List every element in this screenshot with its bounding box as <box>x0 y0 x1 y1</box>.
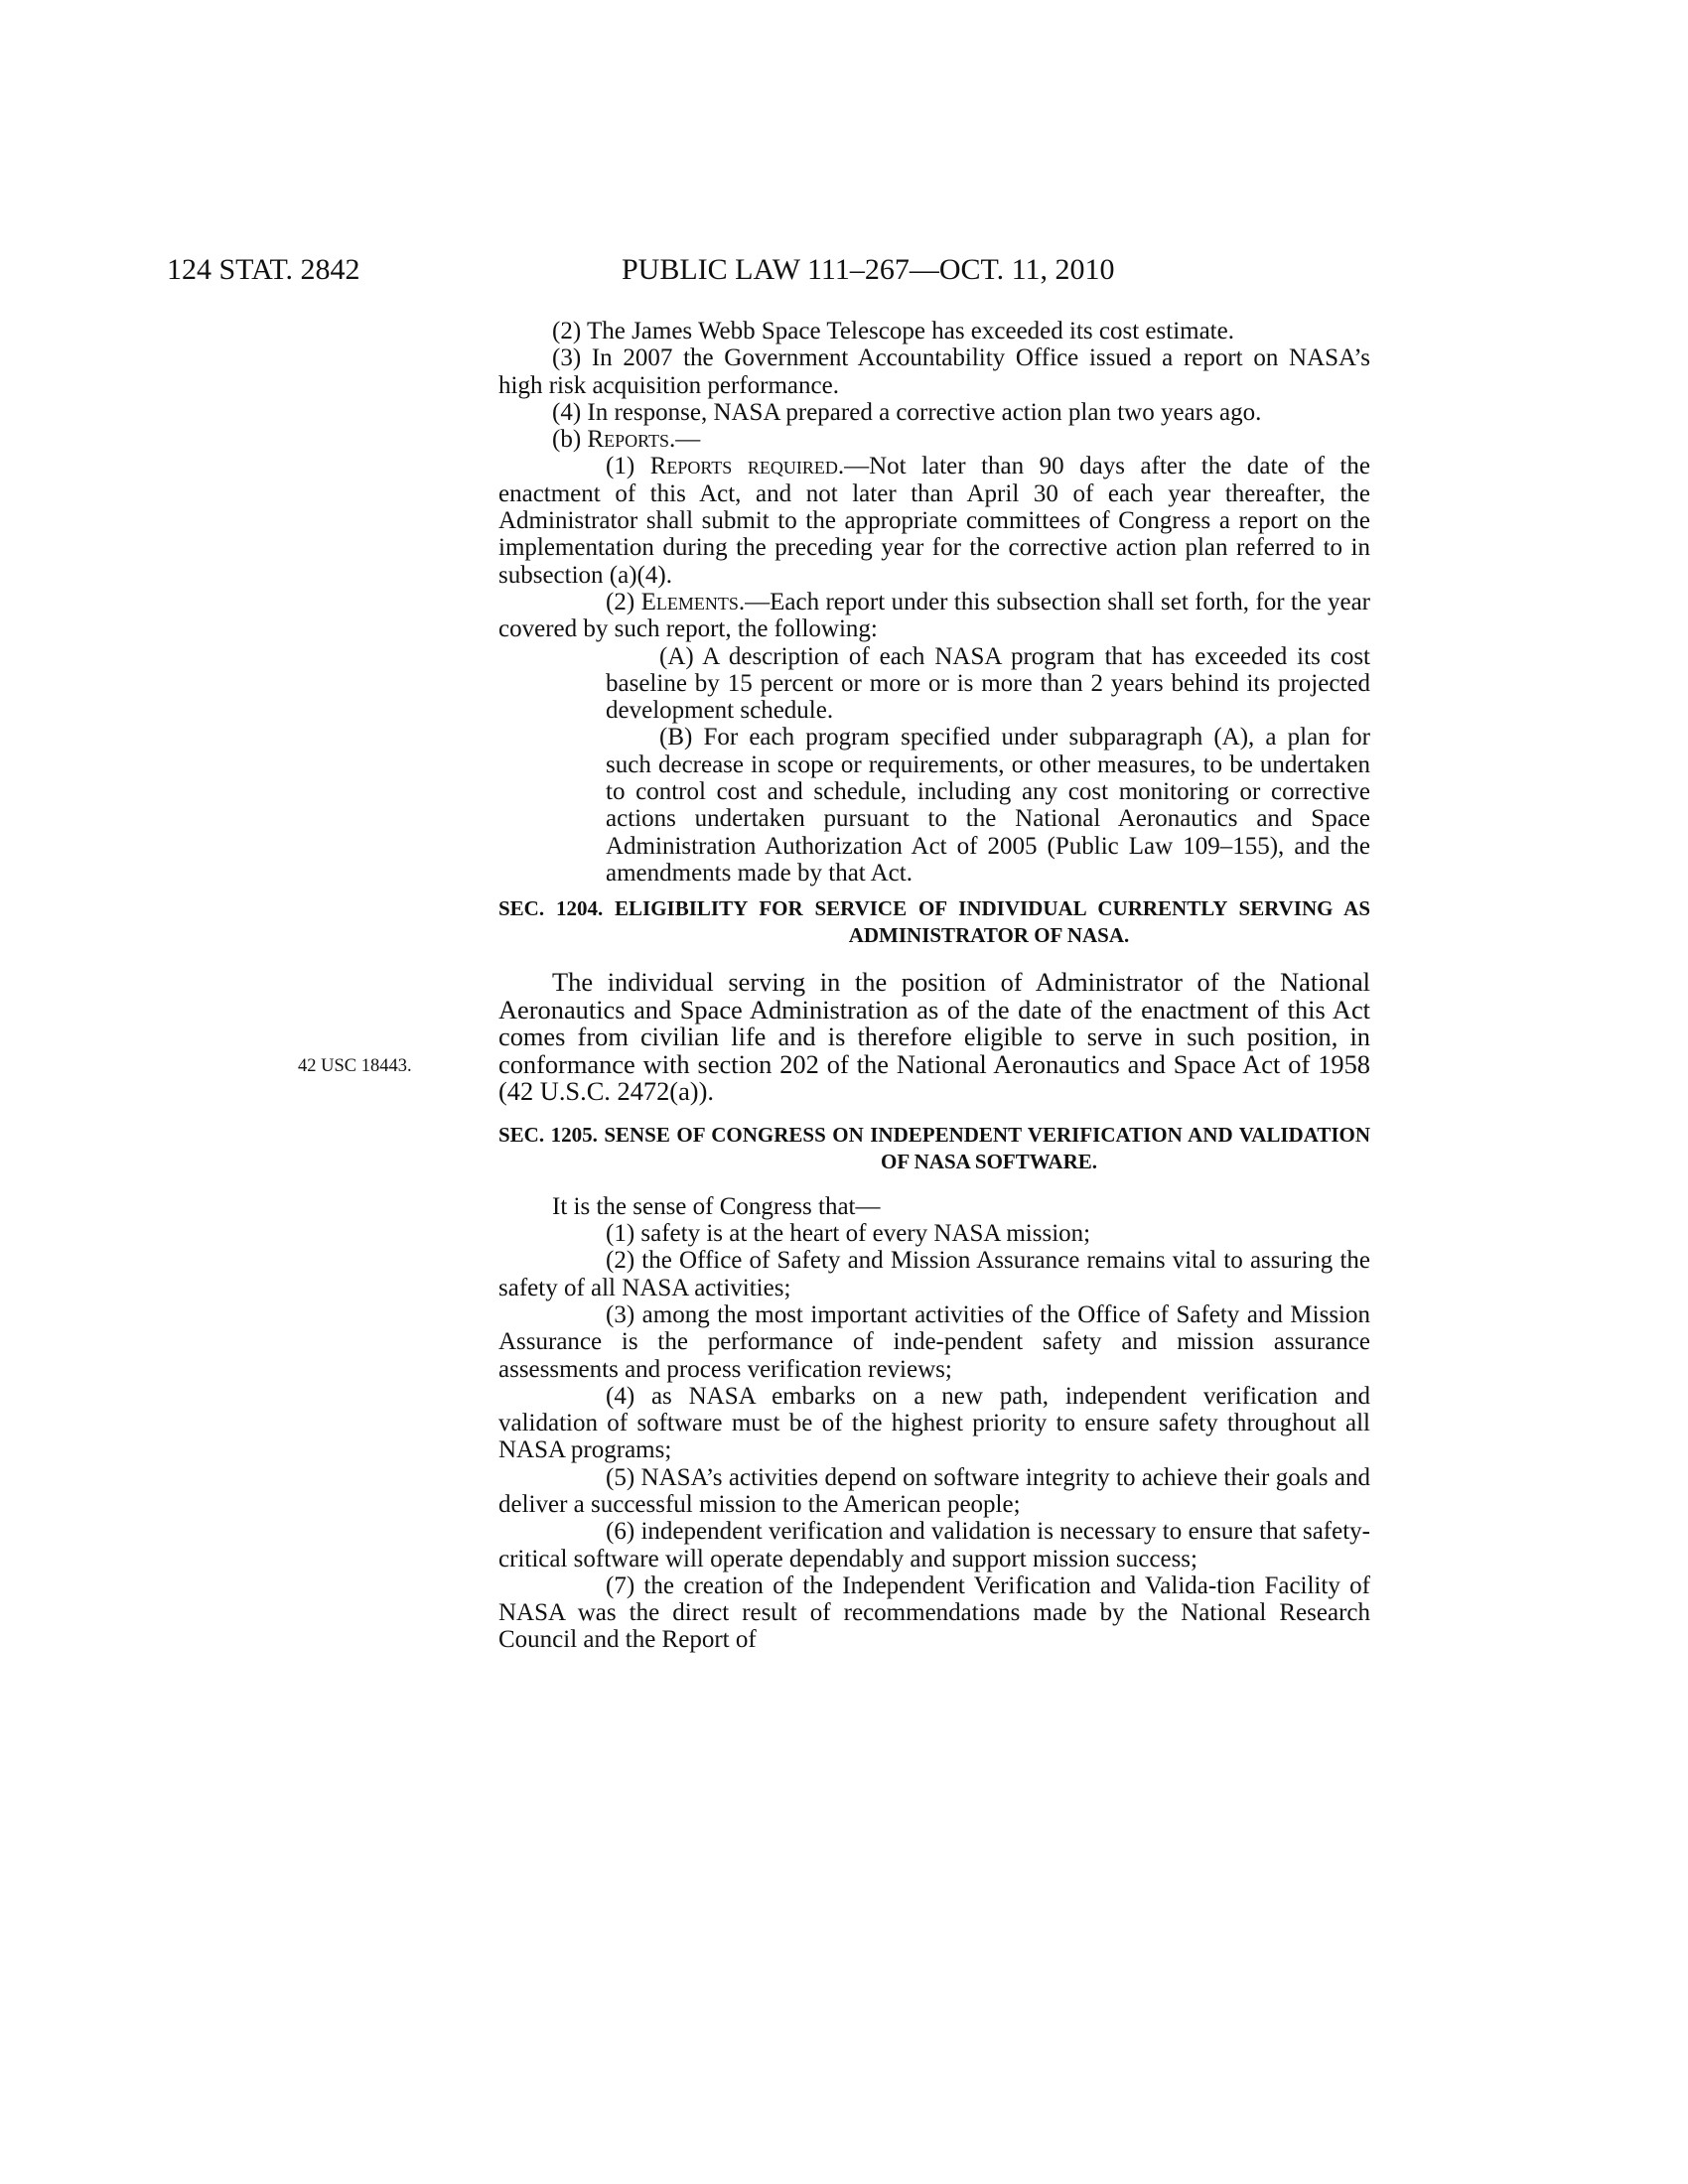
sense-item: (6) independent verification and validation is necessary to ensure that safety-critical software will operate dependably and support mission success; <box>498 1518 1370 1572</box>
finding-item-3: (3) In 2007 the Government Accountability Office issued a report on NASA’s high risk acquisition performance. <box>498 344 1370 399</box>
reports-required-text: .—Not later than 90 days after the date of the enactment of this Act, and not later than April 30 of each year thereafter, the Administrator shall submit to the appropriate committees of Congress a report on the implementation during the preceding year for the corrective action plan referred to in subsection (a)(4). <box>498 453 1371 589</box>
running-head <box>0 250 1688 290</box>
sec-1205-intro: It is the sense of Congress that— <box>552 1192 881 1220</box>
sec-1204-text: The individual serving in the position of Administrator of the National Aeronautics and Space Administration as of the date of the enactment of this Act comes from civilian life and is therefore eligible to serve in such position, in conformance with section 202 of the National Aeronautics and Space Act of 1958 (42 U.S.C. 2472(a)). <box>498 967 1370 1107</box>
reports-required-heading: Reports required <box>649 453 838 480</box>
reports-subsection-heading <box>498 426 1370 453</box>
subparagraph-b: (B) For each program specified under subparagraph (A), a plan for such decrease in scope or requirements, or other measures, to be undertaken to control cost and schedule, including any cost monitoring or corrective actions undertaken pursuant to the National Aeronautics and Space Administration Authorization Act of 2005 (Public Law 109–155), and the amendments made by that Act. <box>606 724 1370 887</box>
sense-item: (5) NASA’s activities depend on software integrity to achieve their goals and deliver a successful mission to the American people; <box>498 1463 1370 1518</box>
elements-heading: Elements <box>640 588 739 615</box>
elements-text: .—Each report under this subsection shall set forth, for the year covered by such report, the following: <box>498 588 1370 643</box>
sense-item: (2) the Office of Safety and Mission Assurance remains vital to assuring the safety of all NASA activities; <box>498 1247 1370 1301</box>
elements-prefix: (2) <box>606 588 635 615</box>
sec-1205-heading: SEC. 1205. SENSE OF CONGRESS ON INDEPENDENT VERIFICATION AND VALIDATION OF NASA SOFTWARE. <box>498 1122 1370 1173</box>
reports-dash: .— <box>669 426 701 454</box>
page-body <box>498 318 1370 1654</box>
sense-item: (4) as NASA embarks on a new path, independent verification and validation of software must be of the highest priority to ensure safety throughout all NASA programs; <box>498 1382 1370 1464</box>
subparagraph-a: (A) A description of each NASA program that has exceeded its cost baseline by 15 percent or more or is more than 2 years behind its projected development schedule. <box>606 642 1370 725</box>
sec-1204-heading: SEC. 1204. ELIGIBILITY FOR SERVICE OF INDIVIDUAL CURRENTLY SERVING AS ADMINISTRATOR OF NASA. <box>498 896 1370 948</box>
reports-heading: Reports <box>587 426 670 454</box>
margin-citation: 42 USC 18443. <box>298 1056 412 1076</box>
law-title: PUBLIC LAW 111–267—OCT. 11, 2010 <box>622 253 1115 286</box>
page-reference: 124 STAT. 2842 <box>167 253 360 286</box>
elements-paragraph <box>498 589 1370 643</box>
reports-prefix: (b) <box>552 426 582 454</box>
reports-required-prefix: (1) <box>606 453 635 480</box>
finding-item-4: (4) In response, NASA prepared a corrective action plan two years ago. <box>552 398 1262 426</box>
finding-item-2: (2) The James Webb Space Telescope has exceeded its cost estimate. <box>552 318 1234 344</box>
sense-item: (1) safety is at the heart of every NASA mission; <box>606 1220 1091 1248</box>
reports-required-paragraph <box>498 453 1370 588</box>
sense-item: (7) the creation of the Independent Verification and Valida-tion Facility of NASA was the direct result of recommendations made by the National Research Council and the Report of <box>498 1571 1370 1654</box>
sense-item: (3) among the most important activities of the Office of Safety and Mission Assurance is the performance of inde-pendent safety and mission assurance assessments and process verification reviews; <box>498 1300 1370 1383</box>
